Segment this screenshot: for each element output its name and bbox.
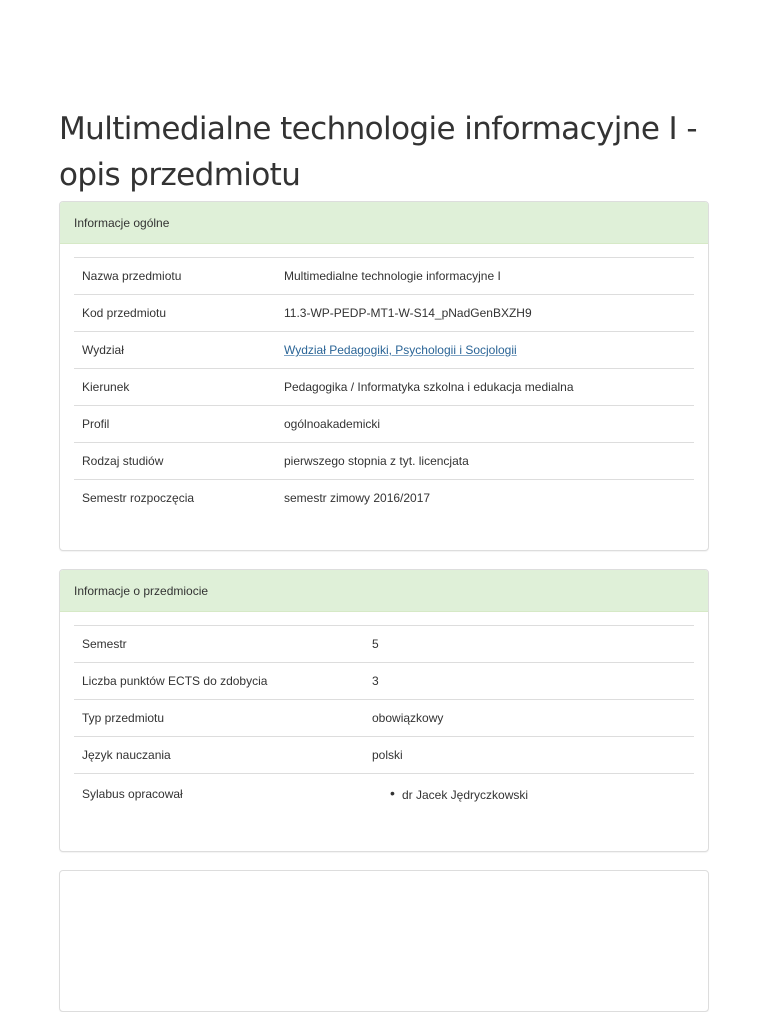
row-label: Profil	[74, 406, 276, 443]
row-value	[364, 774, 694, 825]
table-row	[74, 369, 694, 406]
subject-info-body	[60, 612, 708, 824]
row-label: Liczba punktów ECTS do zdobycia	[74, 663, 364, 700]
row-value: Multimedialne technologie informacyjne I	[276, 258, 694, 295]
row-label: Wydział	[74, 332, 276, 369]
bullet-icon: •	[390, 785, 395, 801]
table-row	[74, 737, 694, 774]
author-name: dr Jacek Jędryczkowski	[402, 788, 529, 802]
row-value	[276, 332, 694, 369]
list-item	[364, 785, 686, 802]
row-label: Kierunek	[74, 369, 276, 406]
row-value: semestr zimowy 2016/2017	[276, 480, 694, 517]
row-label: Semestr	[74, 626, 364, 663]
next-panel-body	[60, 871, 708, 1011]
row-label: Język nauczania	[74, 737, 364, 774]
table-row	[74, 626, 694, 663]
author-list	[364, 785, 686, 802]
table-row	[74, 480, 694, 517]
row-label: Kod przedmiotu	[74, 295, 276, 332]
row-value: 11.3-WP-PEDP-MT1-W-S14_pNadGenBXZH9	[276, 295, 694, 332]
row-label: Typ przedmiotu	[74, 700, 364, 737]
row-value: 5	[364, 626, 694, 663]
table-row	[74, 774, 694, 825]
row-label: Rodzaj studiów	[74, 443, 276, 480]
row-label: Semestr rozpoczęcia	[74, 480, 276, 517]
row-value: obowiązkowy	[364, 700, 694, 737]
table-row	[74, 443, 694, 480]
table-row	[74, 332, 694, 369]
table-row	[74, 663, 694, 700]
table-row	[74, 700, 694, 737]
table-row	[74, 295, 694, 332]
row-value: ogólnoakademicki	[276, 406, 694, 443]
subject-info-panel	[59, 569, 709, 852]
general-info-table	[74, 257, 694, 516]
row-label: Sylabus opracował	[74, 774, 364, 825]
faculty-link[interactable]: Wydział Pedagogiki, Psychologii i Socjologii	[284, 343, 517, 357]
row-value: pierwszego stopnia z tyt. licencjata	[276, 443, 694, 480]
row-label: Nazwa przedmiotu	[74, 258, 276, 295]
subject-info-heading: Informacje o przedmiocie	[60, 570, 708, 612]
row-value: polski	[364, 737, 694, 774]
row-value: Pedagogika / Informatyka szkolna i edukacja medialna	[276, 369, 694, 406]
next-panel	[59, 870, 709, 1012]
page-title: Multimedialne technologie informacyjne I - opis przedmiotu	[59, 111, 697, 193]
subject-info-table	[74, 625, 694, 824]
row-value: 3	[364, 663, 694, 700]
general-info-body	[60, 244, 708, 516]
table-row	[74, 406, 694, 443]
general-info-panel	[59, 201, 709, 551]
general-info-heading: Informacje ogólne	[60, 202, 708, 244]
table-row	[74, 258, 694, 295]
